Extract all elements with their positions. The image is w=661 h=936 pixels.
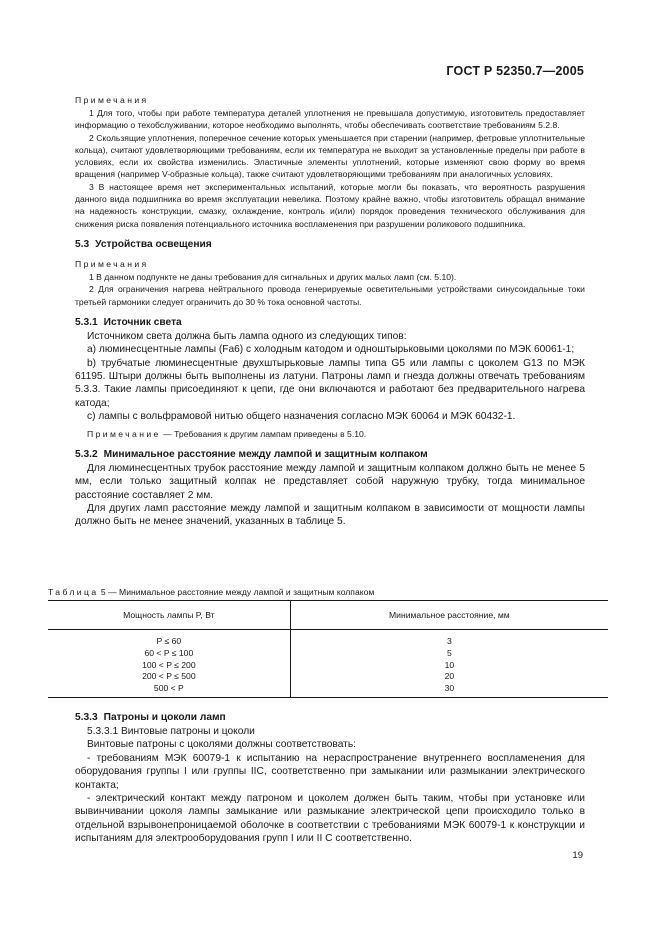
note-item: 3 В настоящее время нет экспериментальных испытаний, которые могли бы показать, что вероятность разрушения данного вида подшипника во время эксплуатации невелика. Поэтому крайне важно, чтобы изготовитель обращал внимание на надежность конструкции, смазку, охлаждение, контроль и(или) порядок проведения технического обслуживания для снижения риска появления потенциального источника воспламенения при разрушении роликового подшипника. [75,181,585,229]
table-cell: 60 < P ≤ 100 [144,647,194,658]
section-heading-5-3: 5.3 Устройства освещения [75,238,212,250]
table-cell: 100 < P ≤ 200 [142,659,196,670]
paragraph: 5.3.3.1 Винтовые патроны и цоколи [87,726,255,737]
page-body-upper [75,94,585,529]
document-code: ГОСТ Р 52350.7—2005 [446,64,584,78]
table-cell: P ≤ 60 [156,636,182,646]
section-heading-5-3-2: 5.3.2 Минимальное расстояние между лампой и защитным колпаком [75,448,428,460]
page-body-lower [75,711,585,846]
table-cell: 200 < P ≤ 500 [142,671,196,682]
table-cell: 500 < P [48,683,290,697]
paragraph: b) трубчатые люминесцентные двухштырьковые лампы типа G5 или лампы с цоколем G13 по МЭК 61195. Штыри должны быть выполнены из латуни. Патроны ламп и гнезда должны отвечать требованиям 5.3.3. Такие лампы присоединяют к цепи, где они включаются и работают без предварительного нагрева катода; [75,357,585,409]
table-cell: 3 [290,630,608,648]
paragraph: а) люминесцентные лампы (Fa6) с холодным катодом и одноштырьковыми цоколями по МЭК 60061-1; [87,344,575,356]
note-item: 2 Для ограничения нагрева нейтрального провода генерируемые осветительными устройствами синусоидальные токи третьей гармоники следует ограничить до 30 % тока основной частоты. [75,284,585,307]
table-cell: 20 [290,671,608,683]
section-heading-5-3-3: 5.3.3 Патроны и цоколи ламп [75,712,226,723]
inline-note: Примечание — Требования к другим лампам приведены в 5.10. [87,428,367,439]
section-heading-5-3-1: 5.3.1 Источник света [75,316,182,328]
paragraph: Для других ламп расстояние между лампой и защитным колпаком в зависимости от мощности лампы должно быть не менее значений, указанных в таблице 5. [75,502,585,528]
paragraph: Для люминесцентных трубок расстояние между лампой и защитным колпаком должно быть не менее 5 мм, если только защитный колпак не представляет собой наружную трубку, тогда минимальное расстояние составляет 2 мм. [75,462,585,501]
table-header-row [48,601,608,630]
table-row [48,630,608,648]
table-5 [48,600,608,698]
page-number: 19 [572,850,583,861]
column-header-distance: Минимальное расстояние, мм [290,601,608,630]
paragraph: - требованиям МЭК 60079-1 к испытанию на нераспространение внутреннего воспламенения для оборудования группы I или группы IIC, соответственно при замыкании или размыкании электрического контакта; [75,752,585,791]
paragraph: - электрический контакт между патроном и цоколем должен быть таким, чтобы при установке или вывинчивании цоколя лампы замыкание или размыкание электрической цепи происходило только в отдельной взрывонепроницаемой оболочке в соответствии с требованиями МЭК 60079-1 к конструкции и испытаниям для электрооборудования групп I или II C соответственно. [75,793,585,845]
table-row [48,671,608,683]
table-cell: 5 [290,648,608,660]
column-header-power: Мощность лампы P, Вт [48,601,290,630]
note-item: 2 Скользящие уплотнения, поперечное сечение которых уменьшается при старении (например, фетровые уплотнительные кольца), считают удовлетворяющими требованиям, если их температура не выходит за установленные пределы при работе в условиях, если их свойства изменились. Эластичные элементы уплотнений, которые изменяют свою форму во время вращения (например V-образные кольца), также считают удовлетворяющими требованиям при аналогичных условиях. [75,132,585,180]
table-cell: 30 [290,683,608,697]
paragraph: с) лампы с вольфрамовой нитью общего назначения согласно МЭК 60064 и МЭК 60432-1. [87,411,516,423]
table-caption: Таблица 5 — Минимальное расстояние между лампой и защитным колпаком [48,587,375,597]
note-item: 1 Для того, чтобы при работе температура деталей уплотнения не превышала допустимую, изготовитель предоставляет информацию о техобслуживании, которое необходимо выполнять, чтобы обеспечивать соответствие требованиям 5.2.8. [75,108,585,131]
notes-heading: Примечания [75,95,149,105]
note-item: 1 В данном подпункте не даны требования для сигнальных и других малых ламп (см. 5.10). [89,271,457,282]
notes-heading: Примечания [75,258,149,269]
table-row [48,660,608,672]
table-row [48,683,608,697]
table-row [48,648,608,660]
paragraph: Источником света должна быть лампа одного из следующих типов: [87,330,407,342]
table-cell: 10 [290,660,608,672]
paragraph: Винтовые патроны с цоколями должны соответствовать: [87,739,356,751]
